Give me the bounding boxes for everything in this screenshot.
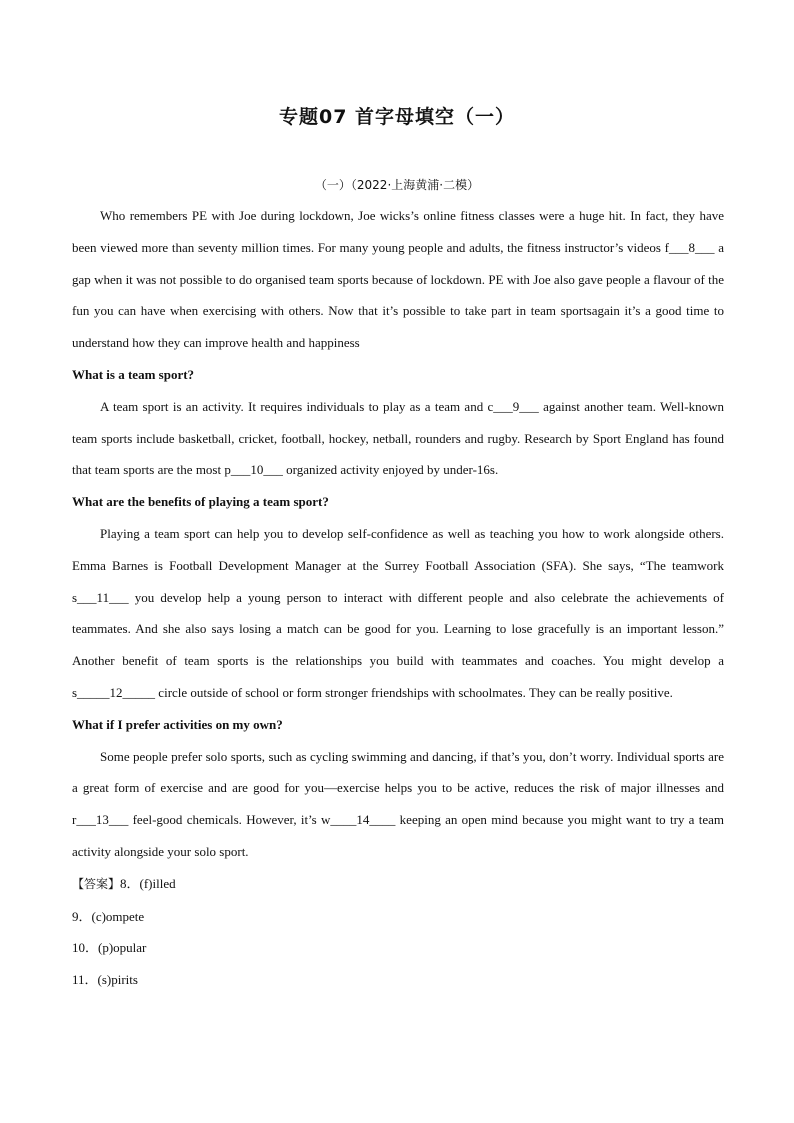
answer-9: 9．(c)ompete [72,908,145,924]
answer-tag: 【答案】 [72,876,121,891]
passage-source: （一）（2022·上海黄浦·二模） [314,178,480,192]
section-heading-benefits: What are the benefits of playing a team sport? [72,494,329,510]
paragraph-2: A team sport is an activity. It requires individuals to play as a team and c___9___ against another team. Well-known team sports include basketball, cricket, football, hockey, netball, rounders and rugby. Research by Sport England has found that team sports are the most p___10___ organized activity enjoyed by under-16s. [72,398,724,478]
answer-key [72,868,724,996]
paragraph-1: Who remembers PE with Joe during lockdown, Joe wicks’s online fitness classes were a huge hit. In fact, they have been viewed more than seventy million times. For many young people and adults, the fitness instructor’s videos f___8___ a gap when it was not possible to do organised team sports because of lockdown. PE with Joe also gave people a flavour of the fun you can have when exercising with others. Now that it’s possible to take part in team sportsagain it’s a good time to understand how they can improve health and happiness [72,208,724,351]
page-title: 专题07 首字母填空（一） [278,106,516,128]
answer-11: 11．(s)pirits [72,972,138,988]
section-heading-team-sport: What is a team sport? [72,366,195,382]
section-heading-solo: What if I prefer activities on my own? [72,716,283,732]
answer-10: 10．(p)opular [72,940,147,956]
paragraph-4: Some people prefer solo sports, such as cycling swimming and dancing, if that’s you, don’t worry. Individual sports are a great form of exercise and are good for you—exercise helps you to be active, reduces the risk of major illnesses and r___13___ feel-good chemicals. However, it’s w____14____ keeping an open mind because you might want to try a team activity alongside your solo sport. [72,748,724,859]
answer-8: 8．(f)illed [120,875,176,891]
answer-8-line [72,868,724,901]
paragraph-3: Playing a team sport can help you to develop self-confidence as well as teaching you how to work alongside others. Emma Barnes is Football Development Manager at the Surrey Football Association (SFA). She says, “The teamwork s___11___ you develop help a young person to interact with different people and also celebrate the achievements of teammates. And she also says losing a match can be good for you. Learning to lose gracefully is an important lesson.” Another benefit of team sports is the relationships you build with teammates and coaches. You might develop a s_____12_____ circle outside of school or form stronger friendships with schoolmates. They can be really positive. [72,525,724,700]
passage-body [72,200,724,996]
